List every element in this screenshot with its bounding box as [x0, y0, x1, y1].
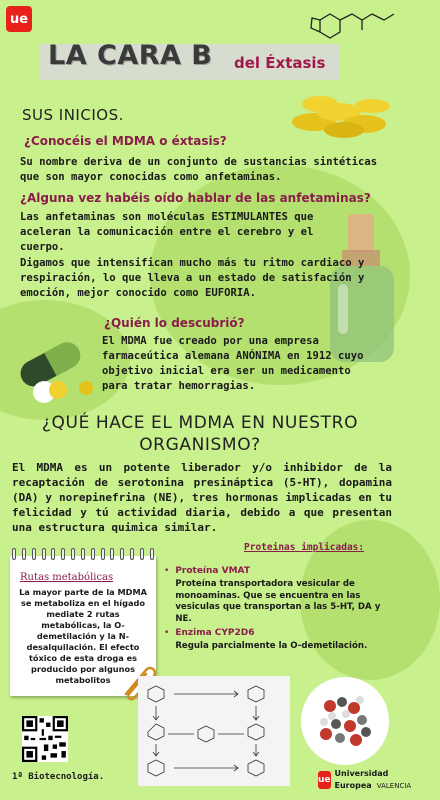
paragraph-organismo: El MDMA es un potente liberador y/o inhibidor de la recaptación de serotonina presináptica (5-HT), dopamina (DA) y norepinefrina (NE), tres hormonas implicadas en tu felicidad y tú actividad diaria, debido a que presentan una estructura quimica similar.: [12, 461, 392, 534]
course-label: 1ª Biotecnología.: [12, 772, 105, 782]
protein-item: [164, 566, 394, 625]
university-name: Universidad: [334, 769, 389, 778]
bullet-icon: •: [164, 628, 170, 638]
heading-line: ¿QUÉ HACE EL MDMA EN NUESTRO: [41, 413, 359, 433]
page-subtitle: del Éxtasis: [234, 54, 326, 72]
question-anfetaminas: ¿Alguna vez habéis oído hablar de las anfetaminas?: [20, 191, 371, 205]
protein-text: Regula parcialmente la O-demetilación.: [175, 641, 368, 651]
universidad-europea-logo: [318, 766, 412, 794]
ue-logo: ue: [318, 771, 331, 789]
molecule-structure-icon: [310, 6, 396, 42]
university-name: Europea: [334, 781, 372, 790]
section-heading-inicios: SUS INICIOS.: [22, 106, 124, 124]
protein-item: [164, 628, 384, 653]
card-text: La mayor parte de la MDMA se metaboliza en el hígado mediate 2 rutas metabólicas, la O-demetilación y la N-desalquilación. El efecto tóxico de esta droga es producido por algunos metabolitos: [19, 587, 147, 685]
paragraph-anfetaminas-effects: Digamos que intensifican mucho más tu ritmo cardiaco y respiración, lo que lleva a un estado de satisfación y emoción, mejor conocido como EUFORIA.: [20, 257, 365, 299]
ue-logo: ue: [6, 6, 32, 32]
question-mdma: ¿Conocéis el MDMA o éxtasis?: [24, 134, 227, 148]
paragraph-mdma-origin: Su nombre deriva de un conjunto de sustancias sintéticas que son mayor conocidas como anfetaminas.: [20, 156, 378, 183]
molecule-model-illustration: [300, 676, 390, 766]
protein-title: Proteína VMAT: [175, 566, 250, 576]
section-heading-organismo: [10, 412, 390, 456]
protein-text: Proteína transportadora vesicular de monoaminas. Que se encuentra en las vesiculas que transportan a las 5-HT, DA y NE.: [175, 579, 381, 624]
bullet-icon: •: [164, 566, 170, 576]
qr-code[interactable]: [22, 716, 68, 762]
heading-line: ORGANISMO?: [139, 435, 261, 455]
metabolic-pathway-diagram: [138, 676, 290, 786]
page-title: LA CARA B: [48, 40, 213, 71]
protein-title: Enzima CYP2D6: [175, 628, 255, 638]
capsule-pills-illustration: [4, 328, 100, 404]
proteinas-heading: Proteinas implicadas:: [244, 542, 365, 553]
card-title: Rutas metabólicas: [20, 572, 114, 583]
notebook-spiral: [12, 548, 154, 560]
question-discoverer: ¿Quién lo descubrió?: [104, 316, 245, 330]
paragraph-discoverer: El MDMA fue creado por una empresa farmaceútica alemana ANÓNIMA en 1912 cuyo objetivo inicial era ser un medicamento para tratar hemorragias.: [102, 335, 364, 392]
pills-illustration: [284, 82, 396, 142]
university-city: VALENCIA: [376, 782, 412, 790]
paragraph-anfetaminas-def: Las anfetaminas son moléculas ESTIMULANTES que aceleran la comunicación entre el cerebro y el cuerpo.: [20, 211, 314, 253]
